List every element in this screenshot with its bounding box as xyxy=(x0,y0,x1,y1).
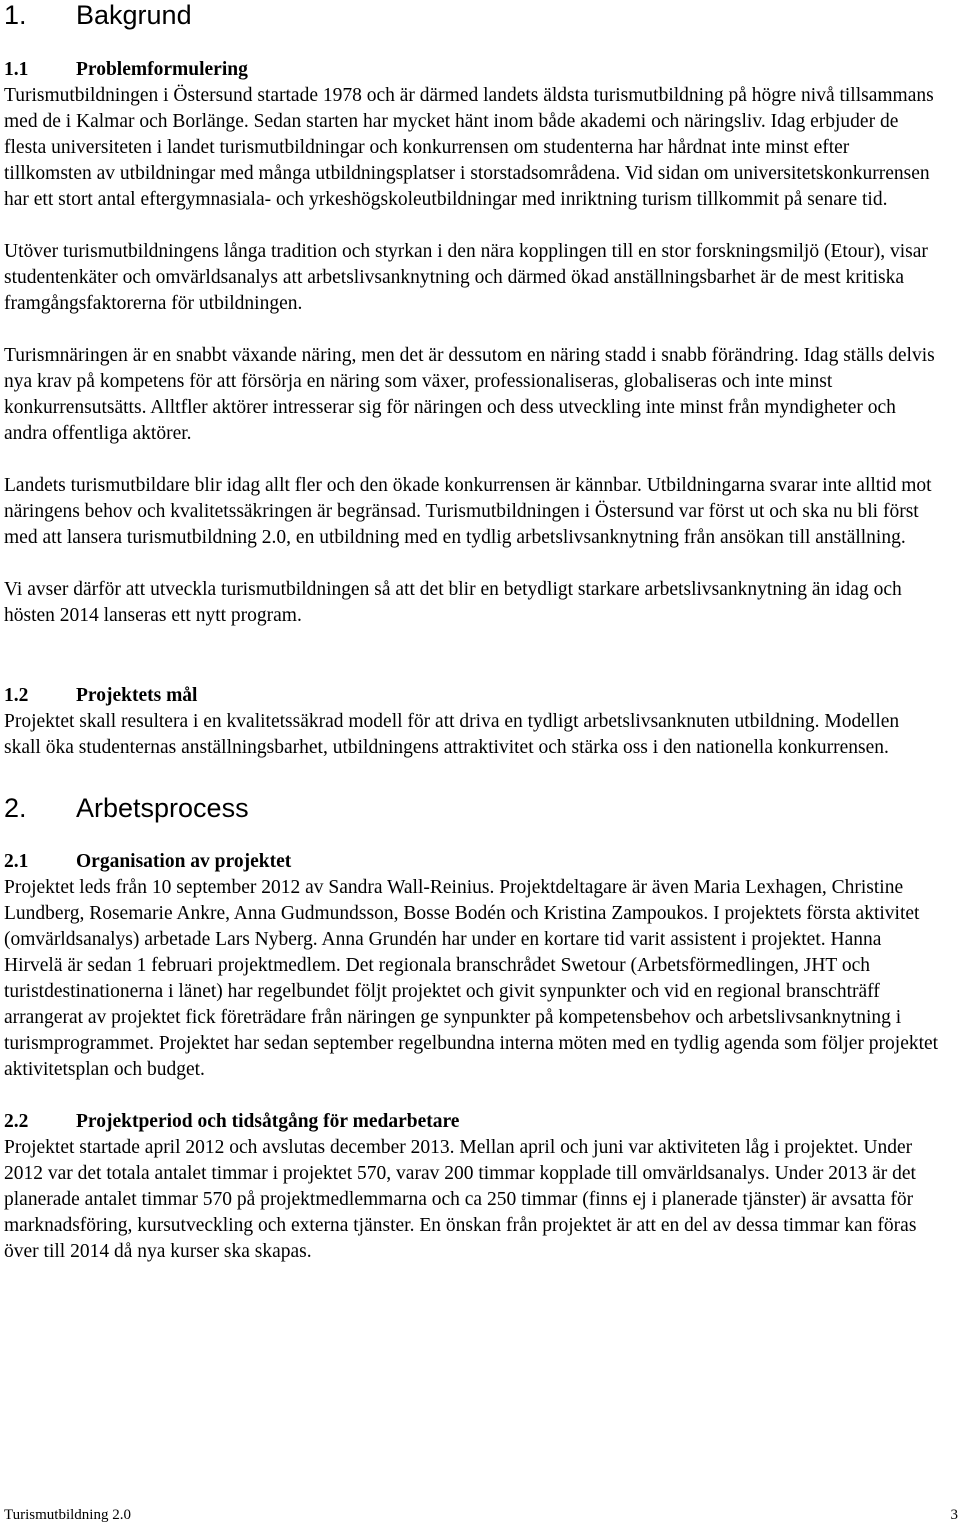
section-1-title: Bakgrund xyxy=(76,0,192,30)
subsection-1-1-heading xyxy=(4,57,940,83)
subsection-1-2-heading xyxy=(4,683,940,709)
subsection-2-2-number: 2.2 xyxy=(4,1111,29,1132)
subsection-1-1-title: Problemformulering xyxy=(76,59,248,80)
footer-document-title: Turismutbildning 2.0 xyxy=(4,1507,131,1523)
section-2-heading xyxy=(4,793,940,823)
page-footer xyxy=(4,1506,958,1524)
document-page xyxy=(4,0,940,1265)
paragraph: Turismnäringen är en snabbt växande näring, men det är dessutom en näring stadd i snabb förändring. Idag ställs delvis nya krav på kompetens för att försörja en näring som växer, professionaliseras, globaliseras och inte minst konkurrensutsätts. Alltfler aktörer intresserar sig för näringen och dess utveckling inte minst från myndigheter och andra offentliga aktörer. xyxy=(4,345,935,444)
subsection-2-1-heading xyxy=(4,849,940,875)
paragraph: Landets turismutbildare blir idag allt fler och den ökade konkurrensen är kännbar. Utbildningarna svarar inte alltid mot näringens behov och kvalitetssäkringen är begränsad. Turismutbildningen i Östersund var först ut och ska nu bli först med att lansera turismutbildning 2.0, en utbildning med en tydlig arbetslivsanknytning från ansökan till anställning. xyxy=(4,475,932,548)
subsection-2-2-title: Projektperiod och tidsåtgång för medarbetare xyxy=(76,1111,460,1132)
subsection-1-2-number: 1.2 xyxy=(4,685,29,706)
paragraph: Turismutbildningen i Östersund startade 1978 och är därmed landets äldsta turismutbildning på högre nivå tillsammans med de i Kalmar och Borlänge. Sedan starten har mycket hänt inom både akademi och näringsliv. Idag erbjuder de flesta universiteten i landet turismutbildningar och konkurrensen om studenterna har hårdnat inte minst efter tillkomsten av utbildningar med många utbildningsplatser i storstadsområdena. Vid sidan om universitetskonkurrensen har ett stort antal eftergymnasiala- och yrkeshögskoleutbildningar med inriktning turism tillkommit på senare tid. xyxy=(4,85,934,210)
section-1-heading xyxy=(4,0,940,30)
subsection-1-1-number: 1.1 xyxy=(4,59,29,80)
paragraph: Projektet skall resultera i en kvalitetssäkrad modell för att driva en tydligt arbetslivsanknuten utbildning. Modellen skall öka studenternas anställningsbarhet, utbildningens attraktivitet och stärka oss i den nationella konkurrensen. xyxy=(4,711,900,758)
subsection-2-2-heading xyxy=(4,1109,940,1135)
section-2-number: 2. xyxy=(4,793,27,823)
page-number: 3 xyxy=(950,1507,958,1523)
paragraph: Utöver turismutbildningens långa tradition och styrkan i den nära kopplingen till en stor forskningsmiljö (Etour), visar studentenkäter och omvärldsanalys att arbetslivsanknytning och därmed ökad anställningsbarhet är de mest kritiska framgångsfaktorerna för utbildningen. xyxy=(4,241,928,314)
section-2-title: Arbetsprocess xyxy=(76,793,249,823)
paragraph: Vi avser därför att utveckla turismutbildningen så att det blir en betydligt starkare arbetslivsanknytning än idag och hösten 2014 lanseras ett nytt program. xyxy=(4,579,902,626)
paragraph: Projektet leds från 10 september 2012 av Sandra Wall-Reinius. Projektdeltagare är även Maria Lexhagen, Christine Lundberg, Rosemarie Ankre, Anna Gudmundsson, Bosse Bodén och Kristina Zampoukos. I projektets första aktivitet (omvärldsanalys) arbetade Lars Nyberg. Anna Grundén har under en kortare tid varit assistent i projektet. Hanna Hirvelä är sedan 1 februari projektmedlem. Det regionala branschrådet Swetour (Arbetsförmedlingen, JHT och turistdestinationerna i länet) har regelbundet följt projektet och givit synpunkter och vid en regional branschträff arrangerat av projektet fick företrädare från näringen ge synpunkter på kompetensbehov och arbetslivsanknytning i turismprogrammet. Projektet har sedan september regelbundna interna möten med en tydlig agenda som följer projektet aktivitetsplan och budget. xyxy=(4,877,939,1080)
subsection-2-1-number: 2.1 xyxy=(4,851,29,872)
paragraph: Projektet startade april 2012 och avslutas december 2013. Mellan april och juni var aktiviteten låg i projektet. Under 2012 var det totala antalet timmar i projektet 570, varav 200 timmar kopplade till omvärldsanalys. Under 2013 är det planerade antalet timmar 570 på projektmedlemmarna och ca 250 timmar (finns ej i planerade tjänster) är avsatta för marknadsföring, kursutveckling och externa tjänster. En önskan från projektet är att en del av dessa timmar kan föras över till 2014 då nya kurser ska skapas. xyxy=(4,1137,917,1262)
subsection-2-1-title: Organisation av projektet xyxy=(76,851,292,872)
subsection-1-2-title: Projektets mål xyxy=(76,685,198,706)
section-1-number: 1. xyxy=(4,0,27,30)
